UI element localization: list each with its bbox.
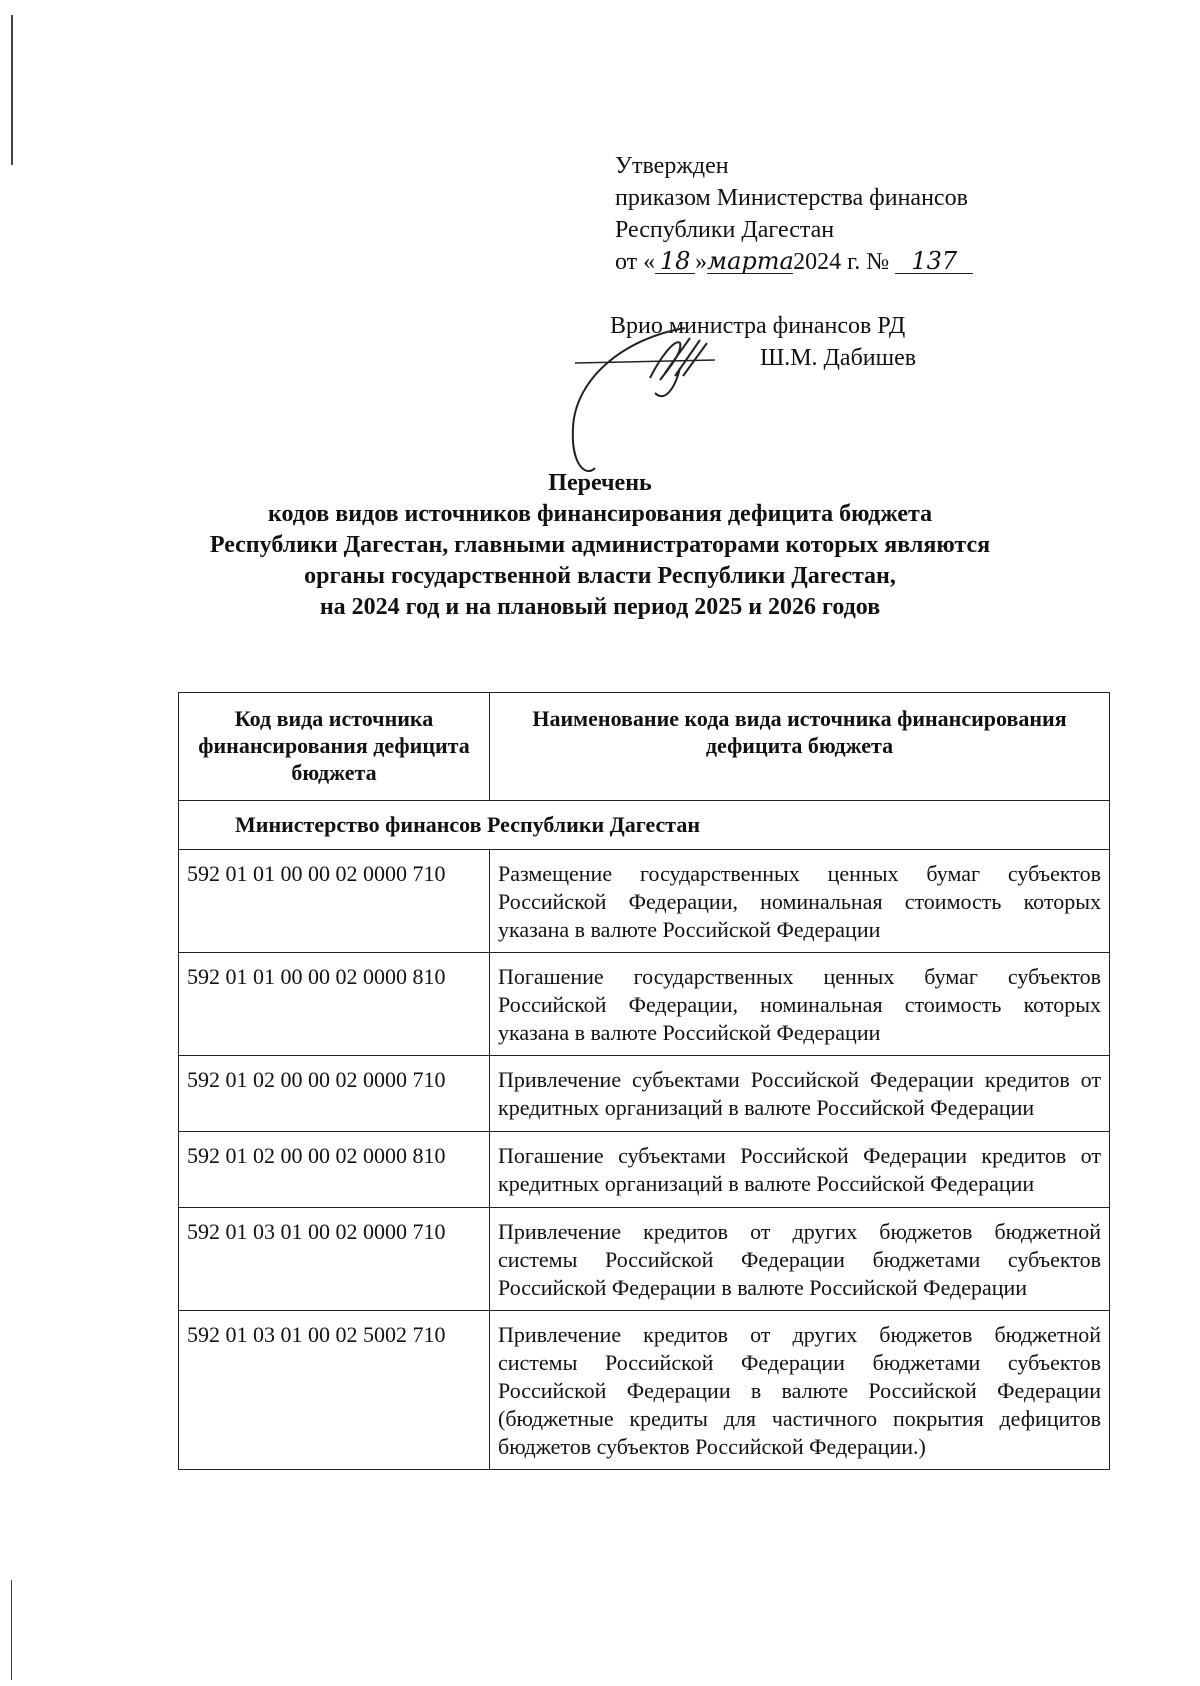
signer-position: Врио министра финансов РД	[610, 313, 906, 339]
scan-edge-bottom	[11, 1580, 12, 1680]
row-name: Привлечение кредитов от других бюджетов бюджетной системы Российской Федерации бюджетами субъектов Российской Федерации в валюте Российской Федерации	[490, 1208, 1110, 1311]
order-number: 137	[895, 249, 973, 274]
row-code: 592 01 01 00 00 02 0000 710	[179, 850, 490, 953]
row-code: 592 01 02 00 00 02 0000 710	[179, 1056, 490, 1132]
table-row	[179, 1056, 1110, 1132]
approval-line-3: Республики Дагестан	[615, 217, 835, 243]
table-header-row	[179, 693, 1110, 801]
title-line-3: Республики Дагестан, главными администраторами которых являются	[209, 532, 991, 558]
title-line-2: кодов видов источников финансирования дефицита бюджета	[267, 501, 933, 527]
table-row	[179, 1132, 1110, 1208]
row-name: Погашение субъектами Российской Федерации кредитов от кредитных организаций в валюте Российской Федерации	[490, 1132, 1110, 1208]
approval-stamp	[615, 150, 973, 278]
row-name: Привлечение субъектами Российской Федерации кредитов от кредитных организаций в валюте Российской Федерации	[490, 1056, 1110, 1132]
table-row	[179, 953, 1110, 1056]
row-code: 592 01 03 01 00 02 5002 710	[179, 1311, 490, 1470]
row-code: 592 01 02 00 00 02 0000 810	[179, 1132, 490, 1208]
row-code: 592 01 01 00 00 02 0000 810	[179, 953, 490, 1056]
row-name: Погашение государственных ценных бумаг субъектов Российской Федерации, номинальная стоимость которых указана в валюте Российской Федерации	[490, 953, 1110, 1056]
date-month: марта	[707, 247, 794, 275]
table-row	[179, 850, 1110, 953]
signer-block	[610, 310, 916, 374]
date-mid: »	[695, 249, 708, 275]
date-day: 18	[655, 249, 695, 274]
document-title	[150, 468, 1050, 623]
approval-line-1: Утвержден	[615, 153, 729, 179]
date-prefix: от «	[615, 249, 656, 275]
title-line-1: Перечень	[548, 470, 652, 496]
row-code: 592 01 03 01 00 02 0000 710	[179, 1208, 490, 1311]
table-row	[179, 1208, 1110, 1311]
signer-name: Ш.М. Дабишев	[760, 345, 917, 371]
date-year: 2024 г. №	[793, 249, 890, 275]
section-title: Министерство финансов Республики Дагестан	[179, 801, 1110, 850]
codes-table	[178, 692, 1110, 1470]
header-code: Код вида источника финансирования дефицита бюджета	[179, 693, 490, 801]
table-row	[179, 1311, 1110, 1470]
approval-line-2: приказом Министерства финансов	[615, 185, 968, 211]
row-name: Привлечение кредитов от других бюджетов бюджетной системы Российской Федерации бюджетами субъектов Российской Федерации в валюте Российской Федерации (бюджетные кредиты для частичного покрытия дефицитов бюджетов субъектов Российской Федерации.)	[490, 1311, 1110, 1470]
scan-edge-top	[11, 15, 13, 165]
row-name: Размещение государственных ценных бумаг субъектов Российской Федерации, номинальная стоимость которых указана в валюте Российской Федерации	[490, 850, 1110, 953]
section-row	[179, 801, 1110, 850]
approval-date-line	[615, 246, 973, 278]
title-line-5: на 2024 год и на плановый период 2025 и 2026 годов	[319, 594, 881, 620]
header-name: Наименование кода вида источника финансирования дефицита бюджета	[490, 693, 1110, 801]
title-line-4: органы государственной власти Республики Дагестан,	[304, 563, 896, 589]
